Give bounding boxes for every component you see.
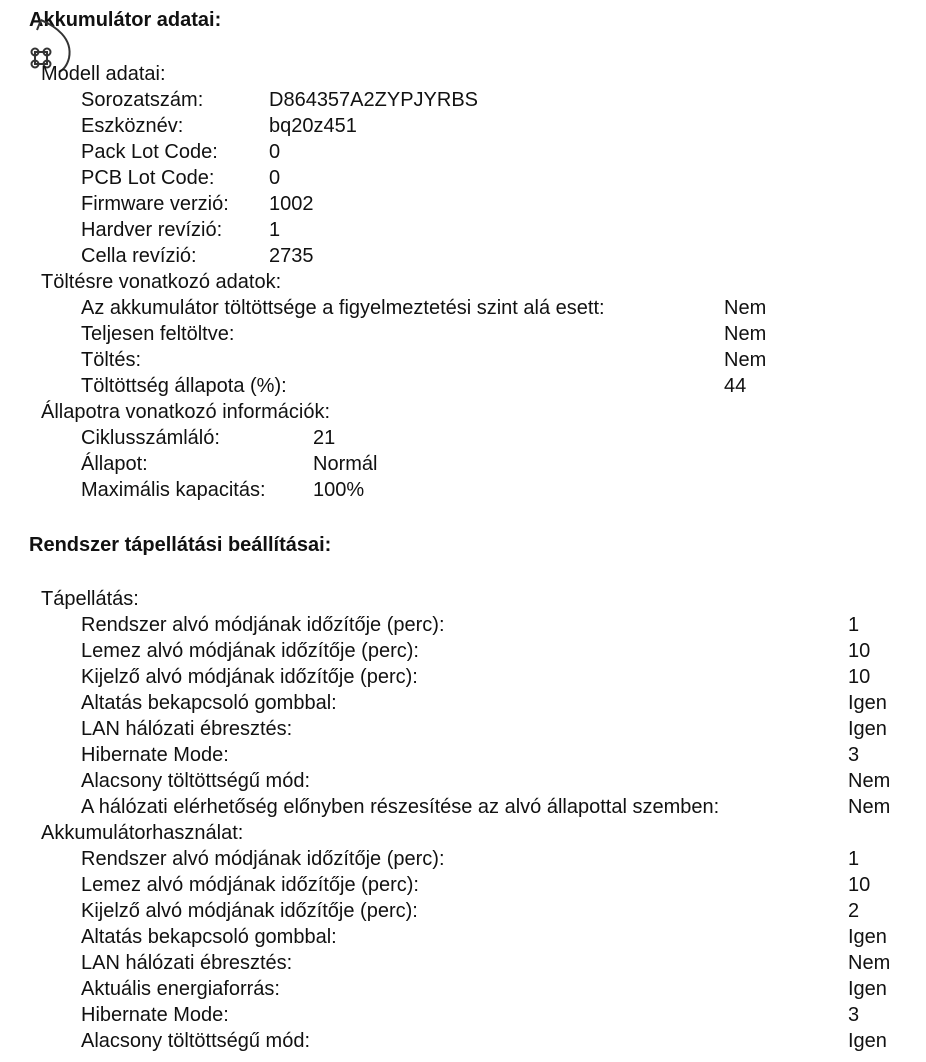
row-value: Nem [724, 297, 767, 319]
row-value: 10 [848, 666, 871, 688]
row-value: bq20z451 [269, 115, 357, 137]
row-label: PCB Lot Code: [81, 167, 215, 189]
row-label: LAN hálózati ébresztés: [81, 952, 293, 974]
row-value: D864357A2ZYPJYRBS [269, 89, 479, 111]
row-label: Alacsony töltöttségű mód: [81, 770, 311, 792]
row-value: Igen [848, 1030, 887, 1052]
row-value: 1 [848, 848, 860, 870]
battery-info-title: Akkumulátor adatai: [29, 9, 222, 31]
row-label: Pack Lot Code: [81, 141, 218, 163]
row-value: Nem [848, 952, 891, 974]
row-value: Normál [313, 453, 378, 475]
row-label: Teljesen feltöltve: [81, 323, 235, 345]
row-label: Eszköznév: [81, 115, 184, 137]
row-value: 3 [848, 1004, 860, 1026]
row-label: Lemez alvó módjának időzítője (perc): [81, 640, 419, 662]
row-value: 10 [848, 640, 871, 662]
row-label: Sorozatszám: [81, 89, 204, 111]
row-value: Nem [724, 323, 767, 345]
row-label: Hardver revízió: [81, 219, 223, 241]
row-value: 1 [848, 614, 860, 636]
row-label: Maximális kapacitás: [81, 479, 266, 501]
row-value: 1002 [269, 193, 314, 215]
row-value: 0 [269, 167, 281, 189]
row-value: 10 [848, 874, 871, 896]
row-label: Rendszer alvó módjának időzítője (perc): [81, 848, 445, 870]
power-settings-title: Rendszer tápellátási beállításai: [29, 534, 332, 556]
row-value: 2735 [269, 245, 314, 267]
row-label: Cella revízió: [81, 245, 197, 267]
row-label: Kijelző alvó módjának időzítője (perc): [81, 666, 418, 688]
row-label: Kijelző alvó módjának időzítője (perc): [81, 900, 418, 922]
row-value: 100% [313, 479, 365, 501]
row-label: Ciklusszámláló: [81, 427, 220, 449]
row-label: LAN hálózati ébresztés: [81, 718, 293, 740]
row-label: Alacsony töltöttségű mód: [81, 1030, 311, 1052]
row-label: Állapot: [81, 453, 148, 475]
row-value: Nem [724, 349, 767, 371]
row-value: 3 [848, 744, 860, 766]
row-value: 0 [269, 141, 281, 163]
row-label: Lemez alvó módjának időzítője (perc): [81, 874, 419, 896]
row-label: Aktuális energiaforrás: [81, 978, 280, 1000]
row-value: Igen [848, 926, 887, 948]
row-value: 2 [848, 900, 860, 922]
row-value: 44 [724, 375, 747, 397]
battery-usage-heading: Akkumulátorhasználat: [41, 822, 244, 844]
row-value: Nem [848, 796, 891, 818]
row-value: Igen [848, 718, 887, 740]
ac-power-heading: Tápellátás: [41, 588, 139, 610]
row-label: Töltés: [81, 349, 142, 371]
row-label: Hibernate Mode: [81, 1004, 229, 1026]
row-label: Hibernate Mode: [81, 744, 229, 766]
row-label: Firmware verzió: [81, 193, 229, 215]
row-label: Töltöttség állapota (%): [81, 375, 287, 397]
health-info-heading: Állapotra vonatkozó információk: [41, 401, 331, 423]
row-value: 21 [313, 427, 336, 449]
row-label: A hálózati elérhetőség előnyben részesítése az alvó állapottal szemben: [81, 796, 720, 818]
row-value: Nem [848, 770, 891, 792]
row-label: Rendszer alvó módjának időzítője (perc): [81, 614, 445, 636]
row-value: 1 [269, 219, 281, 241]
row-value: Igen [848, 692, 887, 714]
row-label: Az akkumulátor töltöttsége a figyelmeztetési szint alá esett: [81, 297, 605, 319]
row-label: Altatás bekapcsoló gombbal: [81, 692, 337, 714]
row-value: Igen [848, 978, 887, 1000]
charge-info-heading: Töltésre vonatkozó adatok: [41, 271, 282, 293]
row-label: Altatás bekapcsoló gombbal: [81, 926, 337, 948]
model-info-heading: Modell adatai: [41, 63, 166, 85]
